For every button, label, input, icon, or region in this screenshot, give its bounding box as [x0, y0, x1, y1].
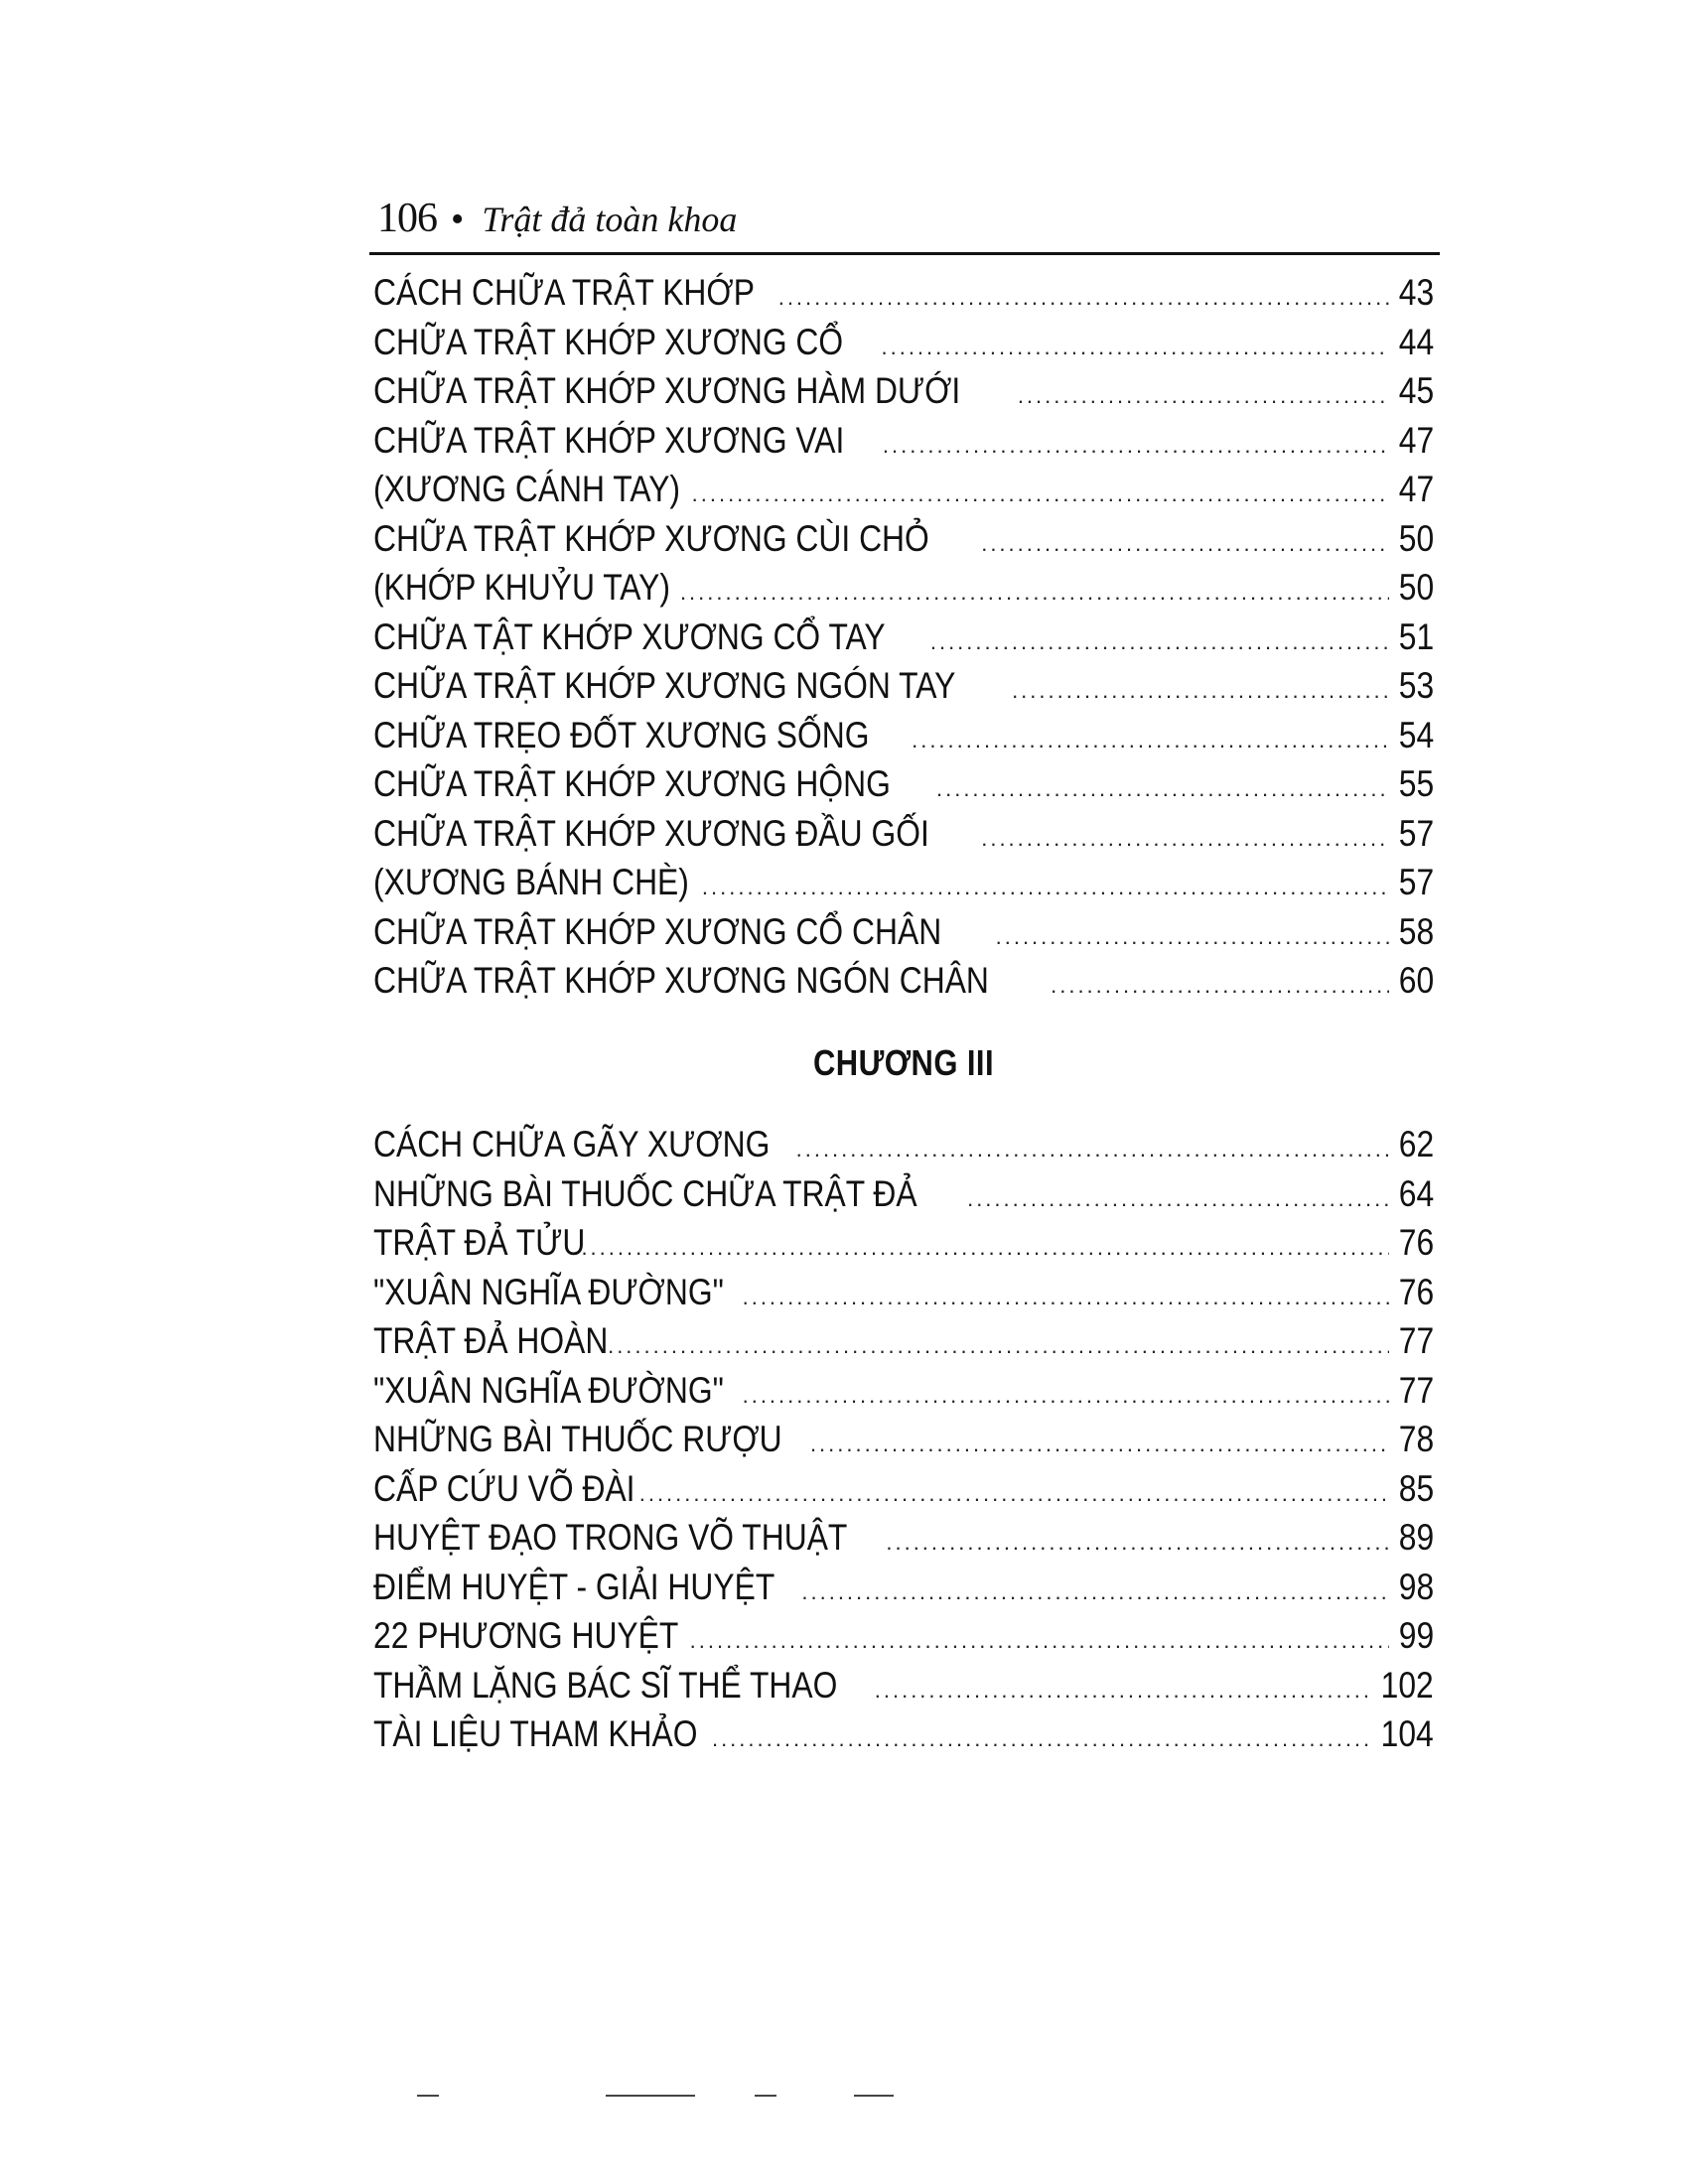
toc-dot-leader: [936, 776, 1389, 802]
toc-dot-leader: [883, 433, 1389, 459]
toc-entry: [373, 616, 1434, 666]
toc-dot-leader: [692, 481, 1389, 507]
toc-dot-leader: [690, 1628, 1389, 1654]
toc-entry-page: 60: [1398, 960, 1434, 1001]
toc-dot-leader: [967, 1186, 1389, 1212]
toc-entry-title: ĐIỂM HUYỆT - GIẢI HUYỆT: [373, 1566, 775, 1607]
toc-entry: [373, 1665, 1434, 1714]
toc-entry-page: 54: [1398, 714, 1434, 755]
toc-dot-leader: [743, 1383, 1389, 1409]
toc-dot-leader: [639, 1481, 1389, 1507]
toc-entry-title: NHỮNG BÀI THUỐC RƯỢU: [373, 1419, 782, 1459]
toc-entry: [373, 1468, 1434, 1518]
toc-entry: [373, 1517, 1434, 1567]
toc-entry: [373, 1124, 1434, 1173]
toc-entry-page: 85: [1398, 1467, 1434, 1509]
toc-entry: [373, 469, 1434, 518]
toc-entry-title: NHỮNG BÀI THUỐC CHỮA TRẬT ĐẢ: [373, 1172, 917, 1214]
toc-dot-leader: [875, 1678, 1369, 1704]
toc-dot-leader: [981, 826, 1389, 852]
toc-entry-page: 77: [1398, 1369, 1434, 1411]
toc-entry-page: 99: [1398, 1615, 1434, 1656]
toc-entry-title: CẤP CỨU VÕ ĐÀI: [373, 1467, 635, 1509]
toc-entry: [373, 1713, 1434, 1763]
toc-list-part1: [373, 272, 1434, 1010]
toc-entry: [373, 567, 1434, 616]
toc-list-part2: [373, 1124, 1434, 1763]
toc-entry: [373, 960, 1434, 1010]
toc-entry: [373, 1567, 1434, 1616]
toc-entry: [373, 813, 1434, 863]
toc-entry-title: CHỮA TRẬT KHỚP XƯƠNG CỔ: [373, 321, 844, 362]
toc-dot-leader: [1012, 678, 1389, 704]
toc-entry-page: 57: [1398, 812, 1434, 854]
toc-entry-title: TRẬT ĐẢ TỬU: [373, 1222, 586, 1263]
toc-entry: [373, 1173, 1434, 1223]
toc-entry-page: 44: [1398, 321, 1434, 362]
toc-entry-title: 22 PHƯƠNG HUYỆT: [373, 1615, 679, 1656]
toc-entry-title: CHỮA TRẸO ĐỐT XƯƠNG SỐNG: [373, 714, 870, 755]
toc-dot-leader: [912, 728, 1389, 753]
toc-entry-page: 77: [1398, 1320, 1434, 1361]
toc-entry: [373, 1615, 1434, 1665]
toc-entry: [373, 1272, 1434, 1321]
toc-entry: [373, 370, 1434, 420]
toc-entry-page: 43: [1398, 272, 1434, 313]
toc-entry-page: 53: [1398, 665, 1434, 706]
toc-dot-leader: [801, 1579, 1388, 1605]
toc-entry-page: 104: [1380, 1713, 1434, 1754]
toc-entry: [373, 862, 1434, 911]
page-number: 106: [377, 196, 437, 241]
toc-entry-title: CHỮA TRẬT KHỚP XƯƠNG NGÓN TAY: [373, 665, 956, 706]
toc-entry-title: (KHỚP KHUỶU TAY): [373, 567, 670, 608]
toc-entry-page: 64: [1398, 1172, 1434, 1214]
running-header: [377, 195, 1430, 254]
toc-entry-title: CHỮA TRẬT KHỚP XƯƠNG HÀM DƯỚI: [373, 370, 961, 411]
toc-entry-page: 102: [1380, 1664, 1434, 1706]
toc-dot-leader: [886, 1530, 1388, 1556]
header-bullet: •: [451, 199, 465, 240]
toc-entry-title: CHỮA TẬT KHỚP XƯƠNG CỔ TAY: [373, 615, 886, 657]
toc-dot-leader: [608, 1333, 1389, 1359]
toc-entry: [373, 272, 1434, 322]
toc-entry-page: 45: [1398, 370, 1434, 411]
toc-entry-page: 89: [1398, 1517, 1434, 1558]
toc-entry: [373, 763, 1434, 813]
toc-entry-title: CHỮA TRẬT KHỚP XƯƠNG HỘNG: [373, 763, 891, 804]
toc-dot-leader: [702, 875, 1389, 900]
toc-entry-page: 76: [1398, 1222, 1434, 1263]
toc-entry-title: "XUÂN NGHĨA ĐƯỜNG": [373, 1369, 724, 1411]
toc-entry-title: CHỮA TRẬT KHỚP XƯƠNG CÙI CHỎ: [373, 517, 929, 559]
toc-entry-page: 47: [1398, 419, 1434, 461]
toc-entry-page: 58: [1398, 910, 1434, 952]
toc-entry: [373, 420, 1434, 470]
toc-entry-title: "XUÂN NGHĨA ĐƯỜNG": [373, 1271, 724, 1312]
header-rule: [369, 252, 1440, 255]
toc-entry-page: 57: [1398, 862, 1434, 902]
toc-entry-title: TRẬT ĐẢ HOÀN: [373, 1320, 609, 1361]
toc-entry-title: HUYỆT ĐẠO TRONG VÕ THUẬT: [373, 1517, 848, 1558]
toc-entry-title: CÁCH CHỮA TRẬT KHỚP: [373, 272, 755, 313]
toc-dot-leader: [996, 924, 1389, 950]
toc-dot-leader: [810, 1432, 1389, 1457]
toc-entry-title: THẦM LẶNG BÁC SĨ THỂ THAO: [373, 1664, 838, 1706]
toc-entry-page: 47: [1398, 469, 1434, 509]
toc-entry-title: CHỮA TRẬT KHỚP XƯƠNG VAI: [373, 419, 845, 461]
toc-entry-title: CHỮA TRẬT KHỚP XƯƠNG ĐẦU GỐI: [373, 812, 929, 854]
toc-dot-leader: [981, 531, 1389, 557]
toc-entry-page: 50: [1398, 517, 1434, 559]
toc-entry-page: 55: [1398, 763, 1434, 804]
toc-dot-leader: [930, 629, 1389, 655]
toc-entry-page: 98: [1398, 1566, 1434, 1607]
toc-entry: [373, 518, 1434, 568]
toc-dot-leader: [680, 580, 1389, 606]
toc-entry: [373, 1222, 1434, 1272]
toc-dot-leader: [796, 1137, 1389, 1162]
toc-entry-title: CHỮA TRẬT KHỚP XƯƠNG CỔ CHÂN: [373, 910, 942, 952]
toc-entry: [373, 911, 1434, 961]
toc-dot-leader: [712, 1726, 1368, 1752]
toc-entry-page: 76: [1398, 1271, 1434, 1312]
toc-entry-page: 50: [1398, 567, 1434, 608]
book-title: Trật đả toàn khoa: [482, 200, 738, 239]
toc-entry: [373, 1370, 1434, 1420]
toc-entry-title: CHỮA TRẬT KHỚP XƯƠNG NGÓN CHÂN: [373, 960, 989, 1001]
toc-entry: [373, 322, 1434, 371]
toc-dot-leader: [778, 285, 1389, 311]
scan-artifacts: [417, 2095, 1013, 2103]
toc-entry-page: 78: [1398, 1419, 1434, 1459]
toc-entry-title: (XƯƠNG BÁNH CHÈ): [373, 862, 689, 902]
toc-dot-leader: [1051, 973, 1389, 999]
toc-entry: [373, 715, 1434, 764]
toc-entry-page: 62: [1398, 1124, 1434, 1164]
toc-entry-title: CÁCH CHỮA GÃY XƯƠNG: [373, 1124, 771, 1164]
chapter-heading: CHƯƠNG III: [813, 1042, 994, 1083]
toc-dot-leader: [743, 1285, 1389, 1310]
toc-entry: [373, 665, 1434, 715]
toc-dot-leader: [1018, 383, 1389, 409]
toc-entry: [373, 1419, 1434, 1468]
toc-entry: [373, 1320, 1434, 1370]
toc-entry-title: (XƯƠNG CÁNH TAY): [373, 469, 681, 509]
toc-dot-leader: [581, 1235, 1388, 1261]
toc-entry-title: TÀI LIỆU THAM KHẢO: [373, 1713, 698, 1754]
toc-entry-page: 51: [1398, 615, 1434, 657]
toc-dot-leader: [881, 335, 1388, 360]
